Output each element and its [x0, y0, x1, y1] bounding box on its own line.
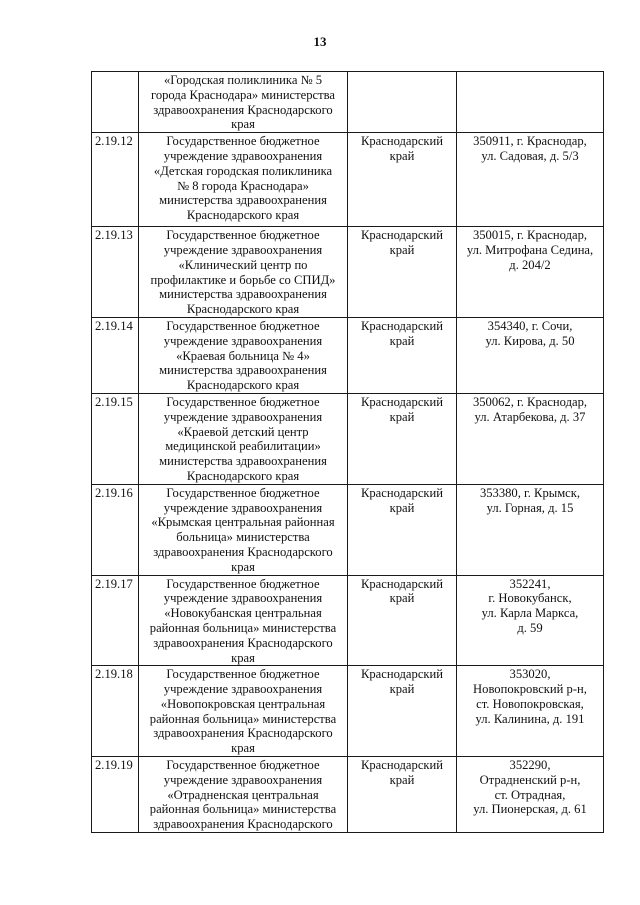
institutions-table [91, 71, 604, 833]
institution-name-line: здравоохранения Краснодарского [153, 726, 333, 741]
address-line: ул. Митрофана Седина, [466, 242, 594, 257]
institution-name-cell [139, 393, 348, 484]
table-body [92, 72, 604, 833]
item-number-cell: 2.19.14 [92, 317, 139, 393]
institution-name-line: учреждение здравоохранения [163, 242, 323, 257]
region-cell: Краснодарский край [348, 133, 457, 227]
institution-name-line: здравоохранения Краснодарского [153, 544, 333, 559]
institution-name-cell [139, 666, 348, 757]
institution-name-line: учреждение здравоохранения [163, 591, 323, 606]
address-line: Новопокровский р-н, [473, 682, 587, 697]
institution-name-line: края [231, 650, 255, 665]
institution-name-line: Государственное бюджетное [166, 576, 320, 591]
address-line: 354340, г. Сочи, [487, 318, 573, 333]
institution-name-line: учреждение здравоохранения [163, 500, 323, 515]
address-line: 353380, г. Крымск, [479, 485, 581, 500]
institution-name-line: Государственное бюджетное [166, 667, 320, 682]
institution-name-line: учреждение здравоохранения [163, 148, 323, 163]
address-cell [457, 666, 604, 757]
item-number-cell [92, 72, 139, 133]
table-row [92, 484, 604, 575]
address-line: 353020, [509, 667, 551, 682]
institution-name-line: «Краевая больница № 4» [176, 348, 310, 363]
table-row [92, 227, 604, 318]
institution-name-line: «Новопокровская центральная [160, 696, 326, 711]
institution-name-line: Краснодарского края [186, 302, 300, 317]
address-line: ул. Калинина, д. 191 [475, 711, 585, 726]
region-cell: Краснодарский край [348, 227, 457, 318]
institution-name-line: Государственное бюджетное [166, 318, 320, 333]
region-cell [348, 72, 457, 133]
institution-name-line: здравоохранения Краснодарского [153, 635, 333, 650]
institution-name-line: министерства здравоохранения [159, 363, 327, 378]
address-cell [457, 575, 604, 666]
table-row [92, 133, 604, 227]
institution-name-line: Государственное бюджетное [166, 228, 320, 243]
address-line: ст. Отрадная, [494, 787, 566, 802]
institution-name-cell [139, 317, 348, 393]
institution-name-line: здравоохранения Краснодарского [153, 102, 333, 117]
region-cell: Краснодарский край [348, 757, 457, 833]
institution-name-line: учреждение здравоохранения [163, 682, 323, 697]
item-number-cell: 2.19.13 [92, 227, 139, 318]
institution-name-line: медицинской реабилитации» [165, 439, 321, 454]
address-line: ул. Пионерская, д. 61 [473, 802, 587, 817]
address-line: ул. Карла Маркса, [481, 606, 579, 621]
address-cell [457, 227, 604, 318]
institution-name-line: учреждение здравоохранения [163, 409, 323, 424]
item-number-cell: 2.19.17 [92, 575, 139, 666]
region-cell: Краснодарский край [348, 393, 457, 484]
institution-name-line: Государственное бюджетное [166, 758, 320, 773]
institution-name-line: Краснодарского края [186, 378, 300, 393]
item-number-cell: 2.19.19 [92, 757, 139, 833]
table-row [92, 72, 604, 133]
address-cell [457, 133, 604, 227]
institution-name-line: Краснодарского края [186, 468, 300, 483]
address-line: Отрадненский р-н, [479, 772, 581, 787]
address-line: г. Новокубанск, [488, 591, 572, 606]
page-number: 13 [313, 34, 327, 49]
institution-name-cell [139, 72, 348, 133]
institution-name-line: Государственное бюджетное [166, 134, 320, 149]
table-row [92, 317, 604, 393]
item-number-cell: 2.19.18 [92, 666, 139, 757]
institution-name-line: районная больница» министерства [149, 711, 337, 726]
table-row [92, 575, 604, 666]
institution-name-line: районная больница» министерства [149, 802, 337, 817]
address-cell [457, 393, 604, 484]
institution-name-line: «Крымская центральная районная [151, 515, 335, 530]
institution-name-line: края [231, 117, 255, 132]
institution-name-cell [139, 575, 348, 666]
institution-name-cell [139, 484, 348, 575]
address-line: 350911, г. Краснодар, [473, 134, 587, 149]
institution-name-line: «Детская городская поликлиника [153, 163, 333, 178]
address-line: ул. Садовая, д. 5/3 [481, 148, 579, 163]
institution-name-line: города Краснодара» министерства [150, 87, 336, 102]
institution-name-cell [139, 757, 348, 833]
institution-name-line: «Новокубанская центральная [164, 606, 322, 621]
item-number-cell: 2.19.12 [92, 133, 139, 227]
institution-name-line: «Отрадненская центральная [167, 787, 319, 802]
institution-name-line: «Городская поликлиника № 5 [163, 73, 323, 87]
address-cell [457, 317, 604, 393]
address-line: ул. Атарбекова, д. 37 [474, 409, 586, 424]
institution-name-line: «Клинический центр по [178, 257, 308, 272]
institution-name-line: края [231, 741, 255, 756]
institution-name-line: районная больница» министерства [149, 620, 337, 635]
institution-name-line: здравоохранения Краснодарского [153, 817, 333, 832]
institution-name-cell [139, 133, 348, 227]
table-row [92, 393, 604, 484]
institution-name-line: «Краевой детский центр [177, 424, 309, 439]
address-line: 350015, г. Краснодар, [472, 228, 588, 243]
institution-name-line: Краснодарского края [186, 208, 300, 223]
address-line: ул. Кирова, д. 50 [485, 333, 575, 348]
table-row [92, 666, 604, 757]
address-line: 352290, [509, 758, 551, 773]
region-cell: Краснодарский край [348, 575, 457, 666]
table-row [92, 757, 604, 833]
item-number-cell: 2.19.15 [92, 393, 139, 484]
institution-name-line: края [231, 559, 255, 574]
address-line: д. 204/2 [509, 257, 551, 272]
address-cell [457, 484, 604, 575]
institution-name-line: Государственное бюджетное [166, 485, 320, 500]
institution-name-line: министерства здравоохранения [159, 454, 327, 469]
institution-name-line: профилактике и борьбе со СПИД» [150, 272, 336, 287]
region-cell: Краснодарский край [348, 317, 457, 393]
institution-name-line: учреждение здравоохранения [163, 772, 323, 787]
address-line: ул. Горная, д. 15 [486, 500, 574, 515]
institution-name-line: учреждение здравоохранения [163, 333, 323, 348]
institution-name-line: министерства здравоохранения [159, 287, 327, 302]
address-line: ст. Новопокровская, [476, 696, 584, 711]
address-cell [457, 757, 604, 833]
institution-name-line: министерства здравоохранения [159, 193, 327, 208]
institution-name-line: № 8 города Краснодара» [177, 178, 309, 193]
region-cell: Краснодарский край [348, 484, 457, 575]
address-cell [457, 72, 604, 133]
address-line: 352241, [509, 576, 551, 591]
address-line: 350062, г. Краснодар, [472, 394, 588, 409]
institution-name-cell [139, 227, 348, 318]
institution-name-line: Государственное бюджетное [166, 394, 320, 409]
institution-name-line: больница» министерства [176, 530, 310, 545]
address-line: д. 59 [517, 620, 543, 635]
item-number-cell: 2.19.16 [92, 484, 139, 575]
region-cell: Краснодарский край [348, 666, 457, 757]
